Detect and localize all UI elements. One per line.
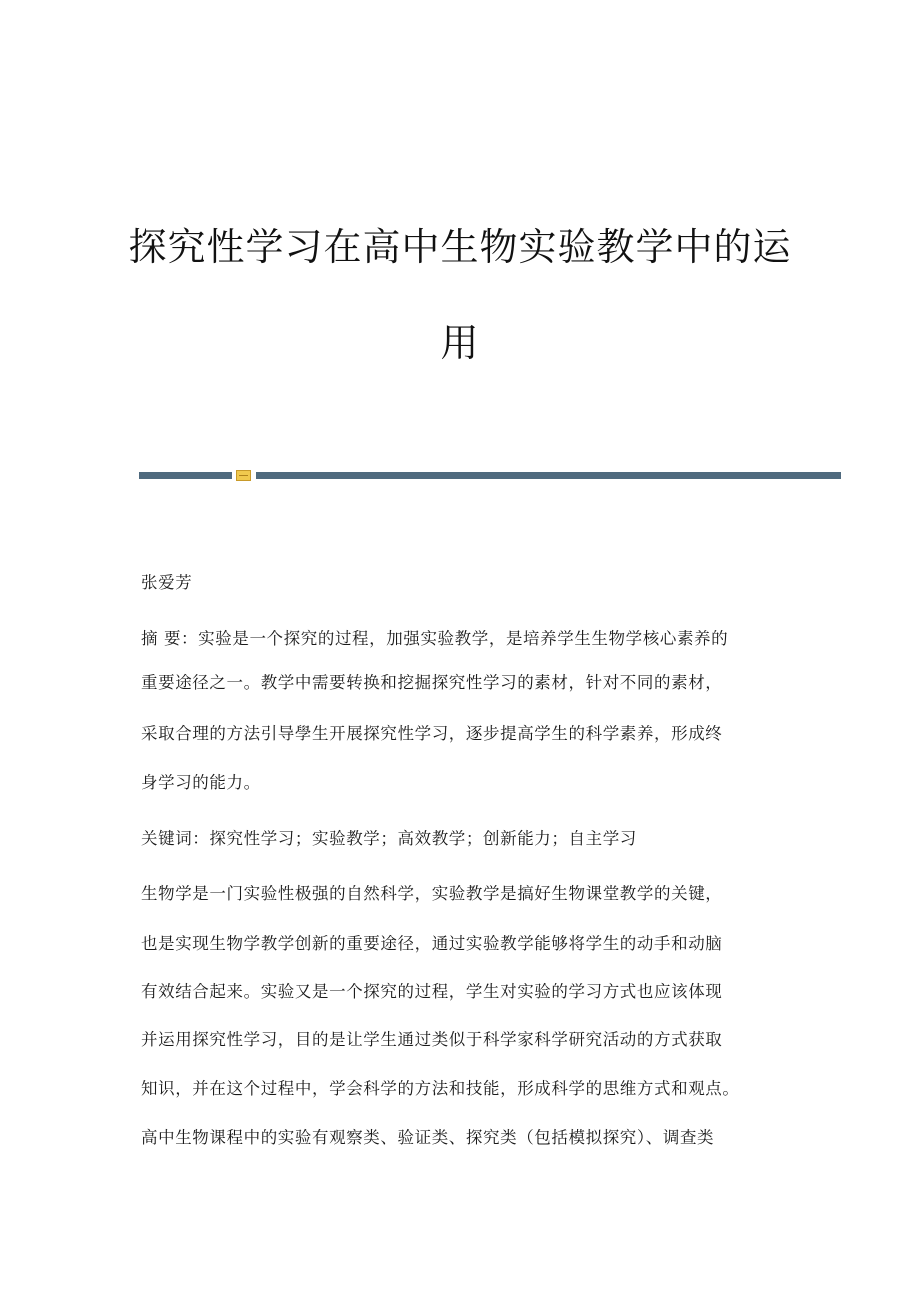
body-line-6: 高中生物课程中的实验有观察类、验证类、探究类（包括模拟探究）、调查类: [141, 1128, 715, 1147]
body-line-5: 知识，并在这个过程中，学会科学的方法和技能，形成科学的思维方式和观点。: [141, 1079, 740, 1098]
body-line-1: 生物学是一门实验性极强的自然科学，实验教学是搞好生物课堂教学的关键，: [141, 884, 723, 903]
body-line-2: 也是实现生物学教学创新的重要途径，通过实验教学能够将学生的动手和动脑: [141, 934, 723, 953]
abstract-line-1: 摘 要：实验是一个探究的过程，加强实验教学，是培养学生生物学核心素养的: [141, 629, 729, 648]
keywords-line: 关键词：探究性学习；实验教学；高效教学；创新能力；自主学习: [141, 829, 637, 848]
divider-bar-right: [256, 472, 841, 479]
abstract-line-4: 身学习的能力。: [141, 773, 261, 792]
author-name: 张爱芳: [141, 573, 193, 592]
divider-bar-left: [139, 472, 232, 479]
body-line-4: 并运用探究性学习，目的是让学生通过类似于科学家科学研究活动的方式获取: [141, 1030, 723, 1049]
abstract-line-3: 采取合理的方法引导學生开展探究性学习，逐步提高学生的科学素养，形成终: [141, 724, 723, 743]
document-title-line-2: 用: [440, 321, 480, 365]
body-line-3: 有效结合起来。实验又是一个探究的过程，学生对实验的学习方式也应该体现: [141, 982, 723, 1001]
abstract-line-2: 重要途径之一。教学中需要转换和挖掘探究性学习的素材，针对不同的素材，: [141, 673, 723, 692]
title-divider: [139, 470, 841, 482]
document-title-line-1: 探究性学习在高中生物实验教学中的运: [128, 225, 792, 269]
divider-ornament-icon: [236, 470, 251, 481]
